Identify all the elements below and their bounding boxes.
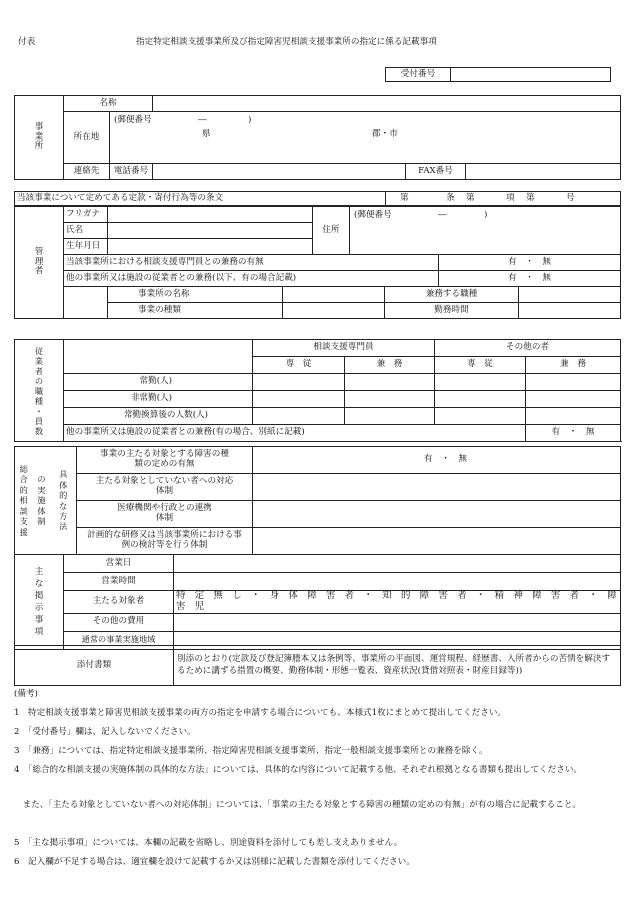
staff-col-other: その他の者 — [435, 340, 621, 357]
manager-job-label: 兼務する職種 — [385, 287, 519, 303]
staff-cell[interactable] — [435, 391, 526, 408]
note-3: 3 「兼務」については、指定特定相談支援事業所、指定障害児相談支援事業所、指定一般相談支援事業所との兼務を除く。 — [14, 746, 488, 756]
posting-section — [14, 554, 627, 650]
office-address-line2[interactable] — [110, 148, 621, 164]
posting-target-choices[interactable]: 特 定 無 し ・ 身 体 障 害 者 ・ 知 的 障 害 者 ・ 精 神 障 害 者 ・ 障 害 児 — [174, 591, 621, 614]
posting-row-area: 通常の事業実施地域 — [64, 631, 174, 649]
staff-other-concurrent-label: 他の事業所又は施設の従業者との兼務(有の場合、別紙に記載) — [64, 425, 526, 442]
method-section — [14, 446, 621, 555]
staff-cell[interactable] — [253, 374, 345, 391]
staff-cell[interactable] — [253, 391, 345, 408]
receipt-number-box — [385, 67, 611, 82]
staff-cell[interactable] — [345, 374, 435, 391]
office-contact-label: 連絡先 — [64, 164, 110, 180]
method-label-col-a: 総 合 的 相 談 支 援 — [15, 447, 33, 555]
posting-row-days: 営業日 — [64, 555, 174, 573]
manager-business-type-label: 事業の種類 — [108, 303, 283, 319]
staff-row-parttime: 非常勤(人) — [64, 391, 253, 408]
office-address-label: 所在地 — [64, 112, 110, 164]
note-5: 5 「主な掲示事項」については、本欄の記載を省略し、別途資料を添付しても差し支えありません。 — [14, 838, 403, 848]
method-label-col-b: の 実 施 体 制 — [33, 447, 51, 555]
manager-office-name-label: 事業所の名称 — [108, 287, 283, 303]
manager-address-label: 住所 — [313, 207, 350, 255]
method-label-col-c: 具 体 的 な 方 法 — [51, 447, 77, 555]
method-medical-coordination-field[interactable] — [253, 501, 621, 528]
posting-row-hours: 営業時間 — [64, 573, 174, 591]
staff-cell[interactable] — [253, 408, 345, 425]
office-fax-label: FAX番号 — [406, 164, 466, 180]
office-fax-field[interactable] — [466, 164, 621, 180]
manager-concurrent-specialist-label: 当該事業所における相談支援専門員との兼務の有無 — [64, 255, 439, 271]
office-name-field[interactable] — [153, 96, 621, 112]
note-1: 1 特定相談支援事業と障害児相談支援事業の両方の指定を申請する場合についても、本様式1枚にまとめて提出してください。 — [14, 708, 507, 718]
method-row-training: 計画的な研修又は当該事業所における事例の検討等を行う体制 — [77, 528, 253, 555]
staff-cell[interactable] — [526, 374, 621, 391]
manager-blank-2 — [64, 303, 108, 319]
staff-cell[interactable] — [526, 391, 621, 408]
manager-section — [14, 206, 621, 319]
note-2: 2 「受付番号」欄は、記入しないでください。 — [14, 727, 196, 737]
manager-furigana-field[interactable] — [108, 207, 313, 223]
manager-concurrent-specialist-choice[interactable]: 有 ・ 無 — [439, 255, 621, 271]
staff-cell[interactable] — [345, 391, 435, 408]
manager-concurrent-other-label: 他の事業所又は施設の従業者との兼務(以下、有の場合記載) — [64, 271, 439, 287]
manager-concurrent-other-choice[interactable]: 有 ・ 無 — [439, 271, 621, 287]
manager-blank — [64, 287, 108, 303]
staff-other-fulltime: 専 従 — [435, 357, 526, 374]
office-name-label: 名称 — [64, 96, 153, 112]
manager-business-type-field[interactable] — [283, 303, 385, 319]
appendix-label: 付表 — [18, 37, 36, 47]
manager-furigana-label: フリガナ — [64, 207, 108, 223]
manager-name-label: 氏名 — [64, 223, 108, 239]
staff-row-equivalent: 常勤換算後の人数(人) — [64, 408, 253, 425]
receipt-number-label: 受付番号 — [386, 68, 451, 82]
manager-hours-field[interactable] — [519, 303, 621, 319]
staff-cell[interactable] — [526, 408, 621, 425]
staff-specialist-fulltime: 専 従 — [253, 357, 345, 374]
staff-header-blank — [64, 340, 253, 374]
form-title: 指定特定相談支援事業所及び指定障害児相談支援事業所の指定に係る記載事項 — [136, 37, 437, 47]
articles-label: 当該事業について定めてある定款・寄付行為等の条文 — [15, 192, 386, 206]
staff-specialist-concurrent: 兼 務 — [345, 357, 435, 374]
manager-section-label: 管 理 者 — [15, 207, 64, 319]
note-4: 4 「総合的な相談支援の実施体制の具体的な方法」については、具体的な内容について記載する他、それぞれ根拠となる書類も提出してください。 — [14, 765, 583, 775]
staff-col-specialist: 相談支援専門員 — [253, 340, 435, 357]
method-row-target-disability: 事業の主たる対象とする障害の種類の定めの有無 — [77, 447, 253, 474]
manager-birth-field[interactable] — [108, 239, 313, 255]
method-row-non-target: 主たる対象としていない者への対応体制 — [77, 474, 253, 501]
note-4-continued: また、「主たる対象としていない者への対応体制」については、「事業の主たる対象とする障害の種類の定めの有無」が有の場合に記載すること。 — [14, 800, 582, 810]
method-row-medical-coordination: 医療機関や行政との連携体制 — [77, 501, 253, 528]
staff-other-concurrent-choice[interactable]: 有 ・ 無 — [526, 425, 621, 442]
office-phone-field[interactable] — [153, 164, 406, 180]
posting-row-target: 主たる対象者 — [64, 591, 174, 614]
office-address-field[interactable]: (郵便番号 ― ) 県 郡・市 — [110, 112, 621, 148]
manager-job-field[interactable] — [519, 287, 621, 303]
posting-days-field[interactable] — [174, 555, 621, 573]
staff-cell[interactable] — [345, 408, 435, 425]
manager-office-name-field[interactable] — [283, 287, 385, 303]
office-section — [14, 95, 621, 180]
note-6: 6 記入欄が不足する場合は、適宜欄を設けて記載するか又は別様に記載した書類を添付してください。 — [14, 857, 415, 867]
posting-fees-field[interactable] — [174, 613, 621, 631]
articles-row — [14, 191, 621, 206]
method-non-target-field[interactable] — [253, 474, 621, 501]
office-section-label: 事 業 所 — [15, 96, 64, 180]
posting-section-label: 主 な 掲 示 事 項 — [15, 555, 64, 650]
staff-cell[interactable] — [435, 374, 526, 391]
posting-row-fees: その他の費用 — [64, 613, 174, 631]
articles-field[interactable]: 第 条 第 項 第 号 — [386, 192, 621, 206]
posting-hours-field[interactable] — [174, 573, 621, 591]
staff-row-fulltime: 常勤(人) — [64, 374, 253, 391]
attached-docs — [14, 645, 621, 686]
notes-heading: (備考) — [14, 689, 38, 699]
manager-birth-label: 生年月日 — [64, 239, 108, 255]
attached-docs-text: 別添のとおり(定款及び登記簿謄本又は条例等、事業所の平面図、運営規程、経歴書、入所者からの苦情を解決するために講ずる措置の概要、勤務体制・形態一覧表、資産状況(貸借対照表・財産目録等)) — [174, 646, 621, 686]
manager-hours-label: 勤務時間 — [385, 303, 519, 319]
method-target-disability-choice[interactable]: 有 ・ 無 — [253, 447, 621, 474]
staff-cell[interactable] — [435, 408, 526, 425]
staff-section — [14, 339, 621, 442]
manager-name-field[interactable] — [108, 223, 313, 239]
receipt-number-field[interactable] — [451, 68, 611, 82]
office-phone-label: 電話番号 — [110, 164, 153, 180]
staff-other-concurrent: 兼 務 — [526, 357, 621, 374]
manager-address-field[interactable]: (郵便番号 ― ) — [350, 207, 621, 255]
attached-docs-label: 添付書類 — [15, 646, 174, 686]
method-training-field[interactable] — [253, 528, 621, 555]
staff-section-label: 従 業 者 の 職 種 ・ 員 数 — [15, 340, 64, 442]
